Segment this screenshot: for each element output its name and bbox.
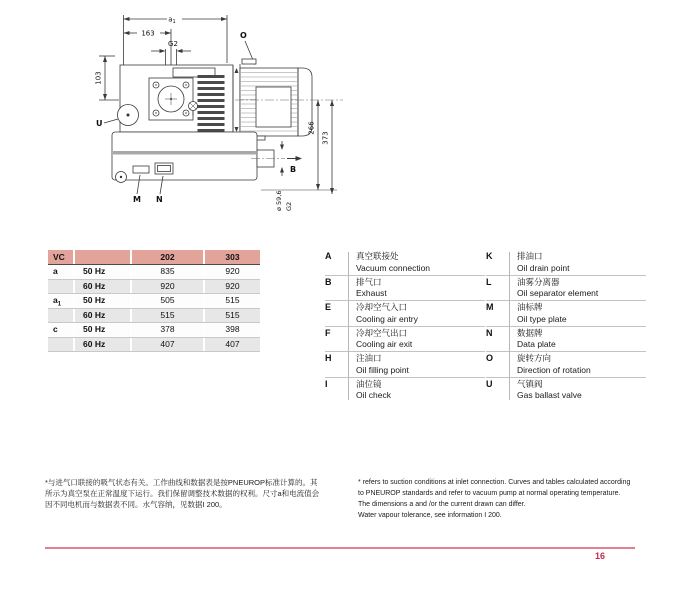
page-number: 16	[594, 551, 605, 561]
legend-right	[486, 250, 646, 402]
footnote-en-line: The dimensions a and /or the current drawn can differ.	[358, 501, 526, 508]
dim-103-label: 103	[94, 71, 103, 85]
dim-103	[95, 56, 120, 100]
table-row: a 50 Hz 835 920	[48, 265, 260, 280]
motor	[240, 68, 312, 140]
dim-266-label: 266	[307, 121, 316, 135]
table-row: 60 Hz 920 920	[48, 280, 260, 295]
footnote-zh-line: 因不同电机而与数据表不同。水气容纳，见数据I 200。	[45, 500, 227, 509]
table-row: 60 Hz 407 407	[48, 338, 260, 353]
legend-item-k: K 排油口 Oil drain point	[486, 250, 646, 276]
footnote-chinese	[45, 477, 319, 510]
footnote-en-line: to PNEUROP standards and refer to vacuum pump at normal operating temperature.	[358, 490, 621, 497]
exhaust-g2-label: G2	[285, 201, 293, 211]
legend-item-f: F 冷却空气出口 Cooling air exit	[325, 327, 485, 353]
dim-373	[322, 100, 335, 194]
table-row: 60 Hz 515 515	[48, 309, 260, 324]
oil-type-plate	[133, 166, 149, 173]
callout-m-label: M	[133, 195, 141, 204]
legend-item-e: E 冷却空气入口 Cooling air entry	[325, 301, 485, 327]
legend-divider	[509, 252, 510, 400]
legend-item-h: H 注油口 Oil filling point	[325, 352, 485, 378]
callout-n-label: N	[156, 195, 163, 204]
footnote-zh-line: 所示为真空泵在正常温度下运行。我们保留调整技术数据的权利。尺寸a和电流值会	[45, 489, 320, 498]
legend-item-i: I 油位镜 Oil check	[325, 378, 391, 400]
legend-item-l: L 油雾分离器 Oil separator element	[486, 276, 646, 302]
table-header-spacer	[73, 250, 130, 264]
legend-item-a: A 真空联接处 Vacuum connection	[325, 250, 485, 276]
pump-dimension-drawing	[85, 8, 355, 220]
table-row: c 50 Hz 378 398	[48, 323, 260, 338]
footnote-zh-line: *与进气口联接的吸气状态有关。工作曲线和数据表是按PNEUROP标准计算的。其	[45, 478, 318, 487]
g2-inlet-label: G2	[168, 40, 178, 48]
table-header-202: 202	[130, 250, 203, 264]
footnote-en-line: Water vapour tolerance, see information I 200.	[358, 512, 502, 519]
motor-terminal-box	[256, 87, 291, 127]
inlet-flange	[149, 78, 193, 120]
footer-rule	[45, 547, 635, 549]
table-header-303: 303	[203, 250, 260, 264]
legend-divider	[348, 252, 349, 400]
exhaust-port	[251, 141, 302, 211]
dim-373-label: 373	[321, 131, 330, 145]
callout-u-label: U	[96, 119, 103, 128]
legend-item-o: O 旋转方向 Direction of rotation	[486, 352, 646, 378]
legend-item-n: N 数据牌 Data plate	[486, 327, 646, 353]
legend-item-b: B 排气口 Exhaust	[325, 276, 485, 302]
footnote-en-line: * refers to suction conditions at inlet connection. Curves and tables calculated according	[358, 479, 631, 486]
legend-item-m: M 油标牌 Oil type plate	[486, 301, 646, 327]
legend-item-u: U 气镇阀 Gas ballast valve	[486, 378, 582, 400]
table-row: $a_1$ 50 Hz 505 515	[48, 294, 260, 309]
table-header	[48, 250, 260, 265]
callout-o-label: O	[240, 31, 247, 40]
exhaust-dia-label: ø 59,6	[275, 190, 283, 211]
legend-left	[325, 250, 485, 402]
table-header-model: VC	[53, 252, 65, 262]
footnote-english	[358, 477, 630, 521]
gas-ballast-valve	[96, 105, 139, 129]
callout-b-label: B	[290, 165, 297, 174]
dim-a1-label: $a_1$	[168, 15, 176, 25]
dim-163-label: 163	[141, 29, 155, 38]
oil-sump	[112, 132, 257, 204]
dimensions-table	[48, 250, 260, 352]
